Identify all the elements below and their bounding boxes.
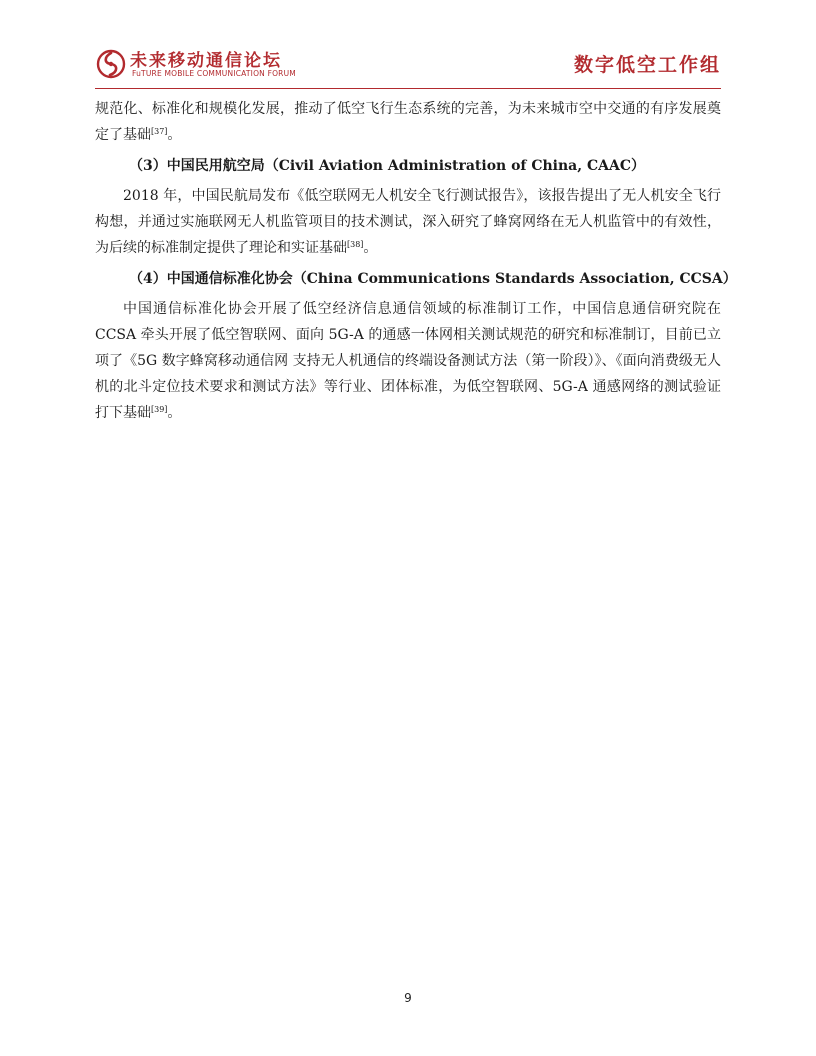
paragraph-ccsa [95, 296, 721, 426]
paragraph-text: 中国通信标准化协会开展了低空经济信息通信领域的标准制订工作，中国信息通信研究院在 CCSA 牵头开展了低空智联网、面向 5G-A 的通感一体网相关测试规范的研究和标准制订，目前已立项了《5G 数字蜂窝移动通信网 支持无人机通信的终端设备测试方法（第一阶段）》、《面向消费级无人机的北斗定位技术要求和测试方法》等行业、团体标准，为低空智联网、5G-A 通感网络的测试验证打下基础 [95, 301, 721, 421]
paragraph-end: 。 [167, 127, 182, 143]
page-content [95, 96, 737, 426]
working-group-title: 数字低空工作组 [573, 54, 721, 76]
paragraph-end: 。 [363, 240, 378, 256]
swirl-logo-icon [95, 48, 127, 80]
citation-ref: [38] [347, 240, 364, 249]
paragraph-caac [95, 183, 721, 261]
page-header [95, 44, 721, 84]
citation-ref: [39] [151, 405, 168, 414]
page-number: 9 [404, 991, 412, 1005]
paragraph-end: 。 [167, 405, 182, 421]
org-name-en: FuTURE MOBILE COMMUNICATION FORUM [132, 69, 296, 78]
section-heading-ccsa: （4）中国通信标准化协会（China Communications Standards Association, CCSA） [129, 271, 737, 287]
org-name-cn: 未来移动通信论坛 [130, 51, 282, 71]
paragraph-continuation [95, 96, 721, 148]
section-heading-caac: （3）中国民用航空局（Civil Aviation Administration of China, CAAC） [129, 158, 645, 174]
citation-ref: [37] [151, 127, 168, 136]
header-divider [95, 88, 721, 89]
paragraph-text: 规范化、标准化和规模化发展，推动了低空飞行生态系统的完善，为未来城市空中交通的有序发展奠定了基础 [95, 101, 721, 143]
paragraph-text: 2018 年，中国民航局发布《低空联网无人机安全飞行测试报告》，该报告提出了无人机安全飞行构想，并通过实施联网无人机监管项目的技术测试，深入研究了蜂窝网络在无人机监管中的有效性，为后续的标准制定提供了理论和实证基础 [95, 188, 721, 256]
